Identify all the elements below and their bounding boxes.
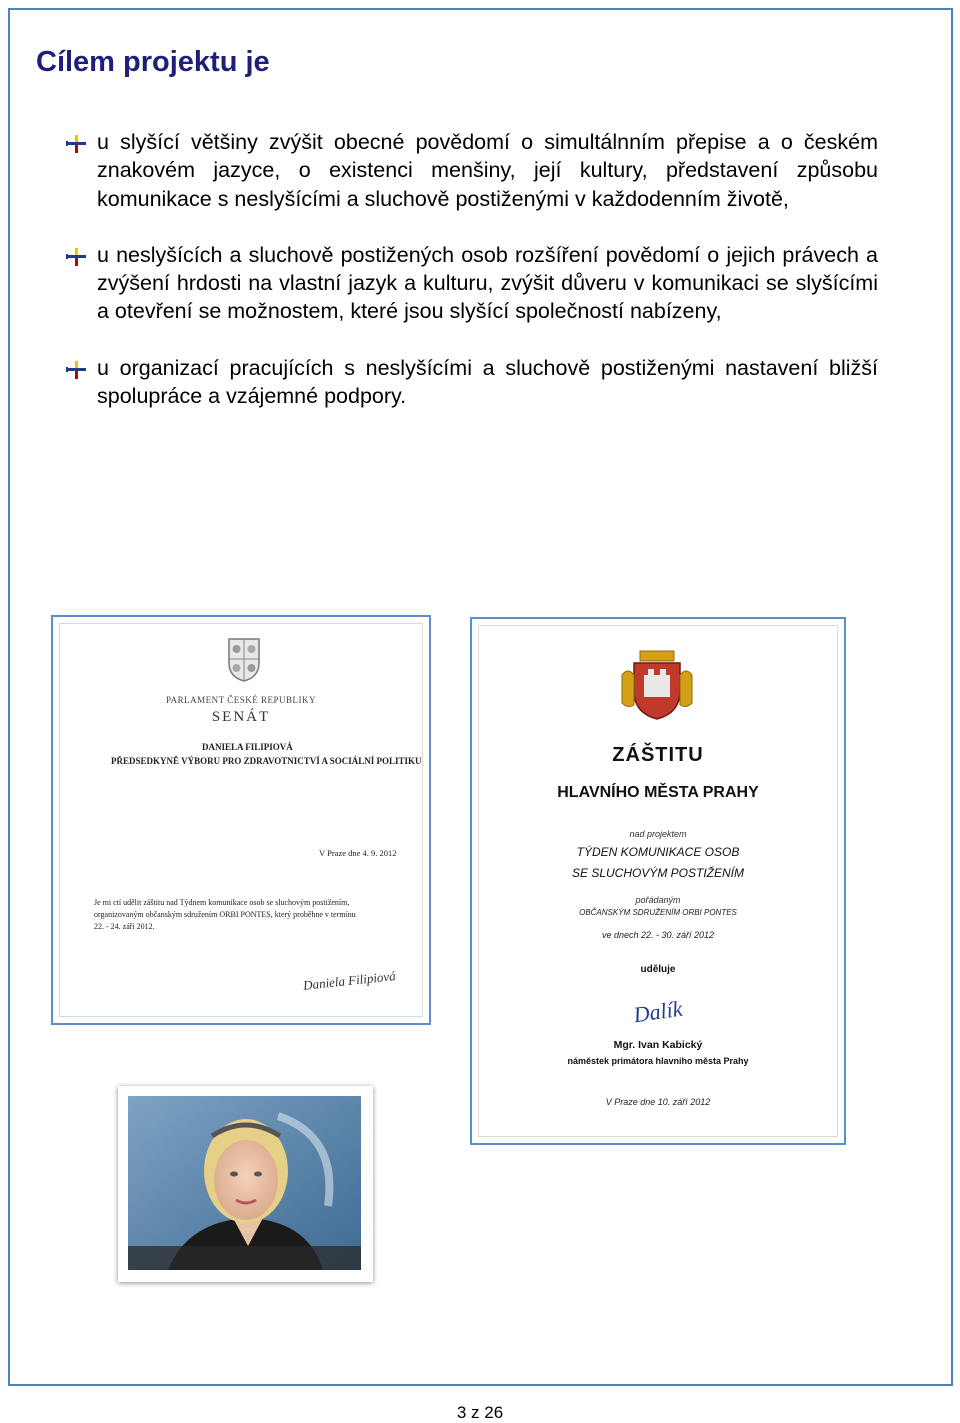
grants-line: uděluje — [640, 964, 676, 975]
signature: Dalík — [631, 995, 684, 1028]
bullet-text: u organizací pracujících s neslyšícími a sluchově postiženými nastavení bližší spolupráce a vzájemné podpory. — [97, 355, 878, 409]
signer-name: Mgr. Ivan Kabický — [613, 1039, 703, 1051]
over-line: nad projektem — [629, 829, 687, 839]
official-position: PŘEDSEDKYNĚ VÝBORU PRO ZDRAVOTNICTVÍ A SOCIÁLNÍ POLITIKU — [111, 756, 422, 766]
prague-certificate — [470, 617, 846, 1145]
list-item — [66, 354, 878, 411]
organizer: OBČANSKÝM SDRUŽENÍM ORBI PONTES — [579, 908, 737, 917]
page-title: Cílem projektu je — [36, 46, 270, 78]
event-dates: ve dnech 22. - 30. září 2012 — [601, 930, 715, 940]
body-line: organizovaným občanským sdružením ORBI PONTES, který proběhne v termínu — [94, 910, 356, 919]
portrait-photo — [128, 1096, 361, 1270]
bullet-icon — [66, 360, 88, 380]
bullet-text: u neslyšících a sluchově postižených osob rozšíření povědomí o jejich právech a zvýšení hrdosti na vlastní jazyk a kulturu, zvýšit důveru v komunikaci se slyšícími a otevření se možnostem, které jsou slyšící společností nabízeny, — [97, 242, 878, 324]
org-line: PARLAMENT ČESKÉ REPUBLIKY — [165, 695, 317, 705]
prague-coat-of-arms-icon — [620, 649, 694, 723]
body-line: Je mi ctí udělit záštitu nad Týdnem komunikace osob se sluchovým postižením, — [94, 898, 350, 907]
issue-date: V Praze dne 10. září 2012 — [605, 1097, 711, 1107]
photo-frame — [118, 1086, 373, 1282]
page-number: 3 z 26 — [456, 1403, 504, 1422]
senate-certificate — [51, 615, 431, 1025]
list-item — [66, 128, 878, 213]
list-item — [66, 241, 878, 326]
signer-role: náměstek primátora hlavního města Prahy — [567, 1056, 749, 1066]
body-line: 22. - 24. září 2012. — [94, 922, 155, 931]
issue-date: V Praze dne 4. 9. 2012 — [319, 848, 397, 858]
project-name: SE SLUCHOVÝM POSTIŽENÍM — [571, 866, 745, 880]
project-name: TÝDEN KOMUNIKACE OSOB — [576, 845, 740, 859]
certificate-title: ZÁŠTITU — [612, 744, 704, 766]
bullet-text: u slyšící většiny zvýšit obecné povědomí o simultálnním přepise a o českém znakovém jazyce, o existenci menšiny, její kultury, představení způsobu komunikace s neslyšícími a sluchově postiženými v každodenním životě, — [97, 130, 878, 211]
czech-coat-of-arms-icon — [227, 637, 261, 683]
organized-line: pořádaným — [635, 895, 681, 905]
certificate-subtitle: HLAVNÍHO MĚSTA PRAHY — [557, 784, 759, 801]
chamber-name: SENÁT — [211, 709, 271, 725]
bullet-icon — [66, 247, 88, 267]
signature: Daniela Filipiová — [302, 968, 397, 993]
bullet-list — [66, 128, 878, 438]
official-name: DANIELA FILIPIOVÁ — [202, 742, 293, 752]
bullet-icon — [66, 134, 88, 154]
